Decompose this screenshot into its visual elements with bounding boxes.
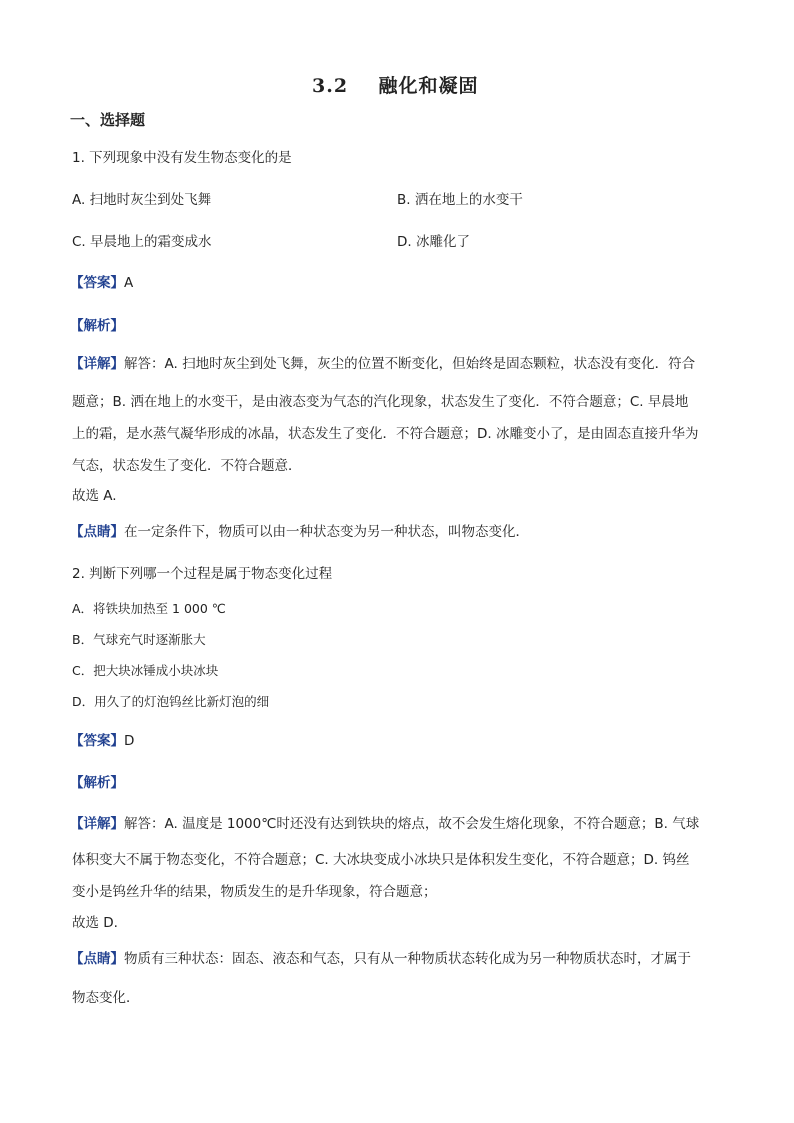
detail-line-1: 解答：A. 温度是 1000℃时还没有达到铁块的熔点，故不会发生熔化现象，不符合题意；B. 气球 xyxy=(124,816,700,832)
comment-text: 在一定条件下，物质可以由一种状态变为另一种状态，叫物态变化． xyxy=(124,524,529,540)
question-1-analysis-tag: 【解析】 xyxy=(70,318,124,334)
detail-line-1: 解答：A. 扫地时灰尘到处飞舞，灰尘的位置不断变化，但始终是固态颗粒，状态没有变化．符合 xyxy=(124,356,696,372)
question-2-conclusion: 故选 D. xyxy=(72,915,118,931)
question-1-conclusion: 故选 A. xyxy=(72,488,117,504)
question-2-detail-line-3: 变小是钨丝升华的结果，物质发生的是升华现象，符合题意； xyxy=(72,884,437,900)
question-2-option-c: C．把大块冰锤成小块冰块 xyxy=(72,663,219,678)
question-1-detail-line-2: 题意；B. 洒在地上的水变干，是由液态变为气态的汽化现象，状态发生了变化．不符合题意；C. 早晨地 xyxy=(72,394,689,410)
comment-line-1: 物质有三种状态：固态、液态和气态，只有从一种物质状态转化成为另一种物质状态时，才属于 xyxy=(124,951,691,967)
answer-tag: 【答案】 xyxy=(70,275,124,291)
comment-tag: 【点睛】 xyxy=(70,951,124,967)
question-1-option-a: A. 扫地时灰尘到处飞舞 xyxy=(72,192,212,208)
question-1-comment xyxy=(70,520,529,540)
detail-tag: 【详解】 xyxy=(70,816,124,832)
question-1-option-d: D. 冰雕化了 xyxy=(397,234,470,250)
question-1-stem: 1. 下列现象中没有发生物态变化的是 xyxy=(72,150,292,166)
question-1-answer xyxy=(70,271,133,291)
section-heading: 一、选择题 xyxy=(70,111,146,129)
question-2-option-d: D．用久了的灯泡钨丝比新灯泡的细 xyxy=(72,694,270,709)
answer-value: D xyxy=(124,733,135,749)
answer-tag: 【答案】 xyxy=(70,733,124,749)
question-2-option-b: B．气球充气时逐渐胀大 xyxy=(72,632,206,647)
question-1-detail xyxy=(70,352,695,372)
question-1-option-b: B. 洒在地上的水变干 xyxy=(397,192,523,208)
question-2-detail-line-2: 体积变大不属于物态变化，不符合题意；C. 大冰块变成小冰块只是体积发生变化，不符合题意；D. 钨丝 xyxy=(72,852,690,868)
question-1-detail-line-3: 上的霜，是水蒸气凝华形成的冰晶，状态发生了变化．不符合题意；D. 冰雕变小了，是由固态直接升华为 xyxy=(72,426,699,442)
detail-tag: 【详解】 xyxy=(70,356,124,372)
question-1-detail-line-4: 气态，状态发生了变化．不符合题意． xyxy=(72,458,302,474)
question-2-detail xyxy=(70,812,699,832)
question-2-answer xyxy=(70,729,134,749)
comment-tag: 【点睛】 xyxy=(70,524,124,540)
question-2-analysis-tag: 【解析】 xyxy=(70,775,124,791)
question-2-option-a: A．将铁块加热至 1 000 ℃ xyxy=(72,601,226,616)
page-title: 3.2 融化和凝固 xyxy=(312,75,479,97)
question-2-comment xyxy=(70,947,691,967)
question-2-comment-line-2: 物态变化． xyxy=(72,990,140,1006)
question-2-stem: 2. 判断下列哪一个过程是属于物态变化过程 xyxy=(72,566,333,582)
answer-value: A xyxy=(124,275,134,291)
question-1-option-c: C. 早晨地上的霜变成水 xyxy=(72,234,212,250)
